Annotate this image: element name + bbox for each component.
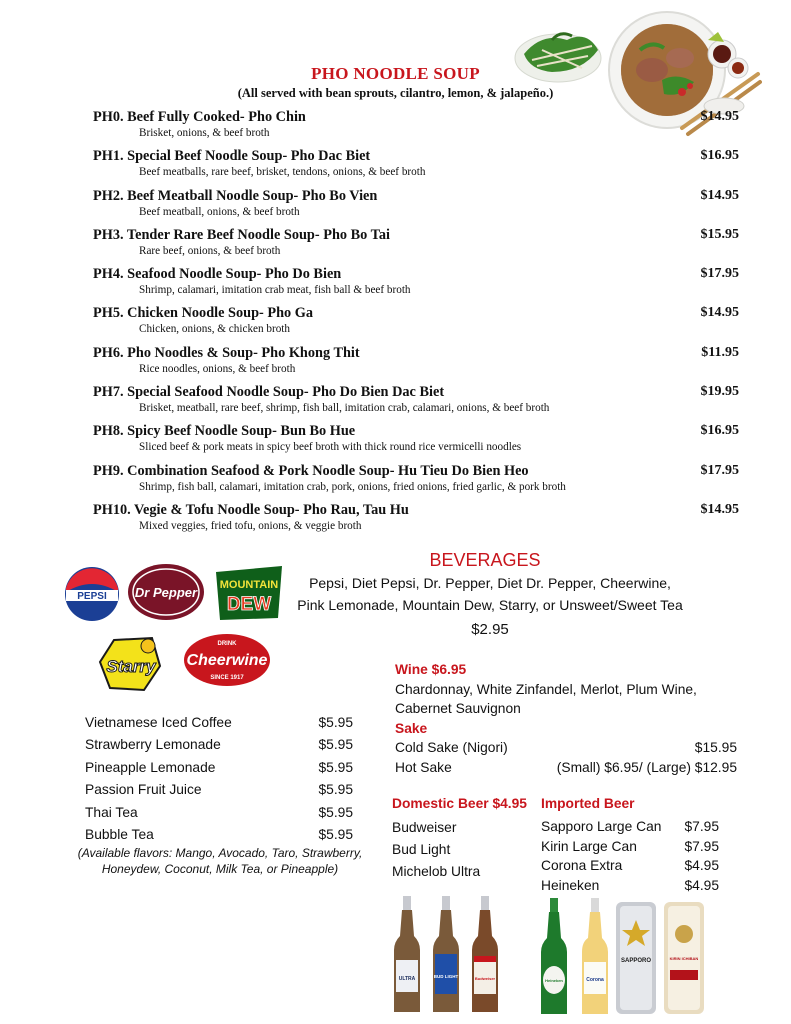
cheerwine-logo-since-text: SINCE 1917 [210,675,244,681]
menu-item-description: Rare beef, onions, & beef broth [139,244,281,257]
mountain-dew-logo-text-1: MOUNTAIN [219,579,279,591]
michelob-ultra-bottle [394,896,420,1012]
bubble-tea-flavors-note [70,845,370,877]
drink-item [85,780,353,802]
sapporo-can [616,902,656,1014]
domestic-beer-section [392,795,542,883]
menu-item-price: $17.95 [700,462,739,478]
menu-item [93,265,739,304]
menu-item-name: PH1. Special Beef Noodle Soup- Pho Dac Biet [93,148,371,165]
beer-price: $4.95 [684,858,719,874]
drink-item [85,825,353,847]
menu-item [93,187,739,226]
beer-name: Sapporo Large Can [541,819,662,834]
menu-item-description: Chicken, onions, & chicken broth [139,323,291,336]
mountain-dew-logo-text-2: DEW [226,594,272,615]
menu-item [93,344,739,383]
imported-beer-section [541,795,719,895]
menu-item-description: Shrimp, calamari, imitation crab meat, fish ball & beef broth [139,284,411,297]
menu-item-name: PH5. Chicken Noodle Soup- Pho Ga [93,305,314,322]
imported-beer-bottles [540,896,710,1018]
bud-light-label-text: BUD LIGHT [433,974,459,979]
menu-item-name: PH6. Pho Noodles & Soup- Pho Khong Thit [93,344,360,361]
imported-beer-header: Imported Beer [541,796,635,811]
menu-item [93,226,739,265]
menu-item-price: $15.95 [700,226,739,242]
menu-item [93,383,739,422]
wine-list-line-1: Chardonnay, White Zinfandel, Merlot, Plum Wine, [395,681,697,697]
domestic-beer-header: Domestic Beer $4.95 [392,796,527,811]
pho-section-title: PHO NOODLE SOUP [311,64,480,83]
wine-list-line-2: Cabernet Sauvignon [395,701,521,717]
menu-item-name: PH0. Beef Fully Cooked- Pho Chin [93,109,306,125]
pho-section-subtitle: (All served with bean sprouts, cilantro, lemon, & jalapeño.) [237,86,554,100]
corona-bottle [582,898,608,1014]
sake-name: Hot Sake [395,759,452,775]
sake-header: Sake [395,720,428,736]
menu-item-price: $11.95 [701,344,739,360]
pho-menu-list [93,108,739,540]
menu-item [93,304,739,343]
drink-name: Pineapple Lemonade [85,759,216,775]
beer-item [541,856,719,876]
menu-item [93,501,739,540]
flavors-line-2: Honeydew, Coconut, Milk Tea, or Pineapple) [101,862,339,876]
beer-price: $7.95 [684,838,719,854]
menu-item-name: PH4. Seafood Noodle Soup- Pho Do Bien [93,266,342,283]
menu-item [93,147,739,186]
menu-item-description: Sliced beef & pork meats in spicy beef broth with thick round rice vermicelli noodles [139,441,522,454]
specialty-drinks-list [85,713,353,847]
dr-pepper-logo-text: Dr Pepper [134,585,198,600]
beer-name: Corona Extra [541,858,623,874]
menu-item-name: PH8. Spicy Beef Noodle Soup- Bun Bo Hue [93,423,356,440]
starry-logo-text: Starry [106,657,156,676]
drink-item [85,713,353,735]
pepsi-logo-text: PEPSI [77,591,107,602]
beer-item: Budweiser [392,820,457,835]
drink-price: $5.95 [318,715,353,730]
domestic-beer-bottles [390,896,510,1016]
sapporo-label-text: SAPPORO [620,958,652,964]
drink-name: Strawberry Lemonade [85,737,221,753]
menu-item-description: Beef meatballs, rare beef, brisket, tendons, onions, & beef broth [139,166,426,179]
menu-item-name: PH9. Combination Seafood & Pork Noodle Soup- Hu Tieu Do Bien Heo [93,462,529,479]
drink-price: $5.95 [318,759,353,775]
soda-list-line-2: Pink Lemonade, Mountain Dew, Starry, or Unsweet/Sweet Tea [297,597,683,613]
drink-item [85,735,353,757]
menu-item-price: $14.95 [700,501,739,517]
heineken-label-text: Heineken [545,978,563,983]
sake-price: (Small) $6.95/ (Large) $12.95 [556,759,737,775]
beer-item [541,837,719,857]
wine-header: Wine $6.95 [395,662,467,677]
mountain-dew-logo [212,564,286,622]
menu-item-price: $14.95 [700,305,739,321]
menu-item-name: PH10. Vegie & Tofu Noodle Soup- Pho Rau, Tau Hu [93,501,409,518]
flavors-line-1: (Available flavors: Mango, Avocado, Taro, Strawberry, [77,846,363,860]
beer-name: Heineken [541,877,600,893]
drink-name: Thai Tea [85,804,138,820]
beer-price: $7.95 [684,819,719,834]
beer-item [541,817,719,837]
budweiser-bottle [472,896,498,1012]
wine-sake-section [395,660,737,778]
menu-item-price: $16.95 [700,423,739,439]
beer-item: Bud Light [392,842,451,857]
cheerwine-logo-top-text: DRINK [217,641,237,647]
sake-price: $15.95 [694,740,737,756]
menu-item-price: $17.95 [700,266,739,282]
drink-name: Passion Fruit Juice [85,782,202,798]
bud-light-bottle [433,896,459,1012]
drink-item [85,803,353,825]
beer-price: $4.95 [684,877,719,893]
sake-item [395,758,737,778]
starry-logo [96,636,166,692]
sake-item [395,738,737,758]
menu-item-name: PH3. Tender Rare Beef Noodle Soup- Pho Bo Tai [93,226,390,243]
menu-item-description: Mixed veggies, fried tofu, onions, & veggie broth [139,519,362,532]
menu-item-description: Brisket, onions, & beef broth [139,127,270,139]
soda-list-line-1: Pepsi, Diet Pepsi, Dr. Pepper, Diet Dr. Pepper, Cheerwine, [309,575,671,591]
kirin-can [664,902,704,1014]
menu-item-price: $14.95 [700,187,739,203]
menu-item [93,108,739,147]
soda-price: $2.95 [471,621,509,638]
sake-name: Cold Sake (Nigori) [395,740,508,756]
pepsi-logo [64,566,120,622]
drink-price: $5.95 [318,826,353,842]
drink-price: $5.95 [318,804,353,820]
drink-price: $5.95 [318,737,353,753]
kirin-label-text: KIRIN ICHIBAN [669,956,699,961]
cheerwine-logo-text: Cheerwine [186,652,268,669]
menu-item-description: Brisket, meatball, rare beef, shrimp, fish ball, imitation crab, calamari, onions, & beef broth [139,402,550,415]
menu-item-price: $19.95 [700,384,739,400]
budweiser-label-text: Budweiser [474,976,496,981]
menu-item-description: Rice noodles, onions, & beef broth [139,362,296,375]
menu-item-name: PH7. Special Seafood Noodle Soup- Pho Do Bien Dac Biet [93,384,445,401]
menu-item-description: Shrimp, fish ball, calamari, imitation crab, pork, onions, fried onions, fried garlic, & pork broth [139,480,566,493]
menu-item-name: PH2. Beef Meatball Noodle Soup- Pho Bo Vien [93,187,378,204]
beer-item [541,876,719,896]
drink-price: $5.95 [318,782,353,798]
drink-name: Bubble Tea [85,826,154,842]
menu-item [93,462,739,501]
beer-name: Kirin Large Can [541,838,637,854]
menu-item-price: $14.95 [700,109,739,124]
beverages-title: BEVERAGES [429,550,541,570]
drink-name: Vietnamese Iced Coffee [85,715,232,730]
heineken-bottle [541,898,567,1014]
menu-item-price: $16.95 [700,148,739,164]
ultra-label-text: ULTRA [398,976,416,982]
menu-item-description: Beef meatball, onions, & beef broth [139,205,300,218]
menu-item [93,422,739,461]
drink-item [85,758,353,780]
beer-item: Michelob Ultra [392,864,481,879]
corona-label-text: Corona [586,977,604,983]
dr-pepper-logo [126,562,206,622]
cheerwine-logo [182,632,272,688]
